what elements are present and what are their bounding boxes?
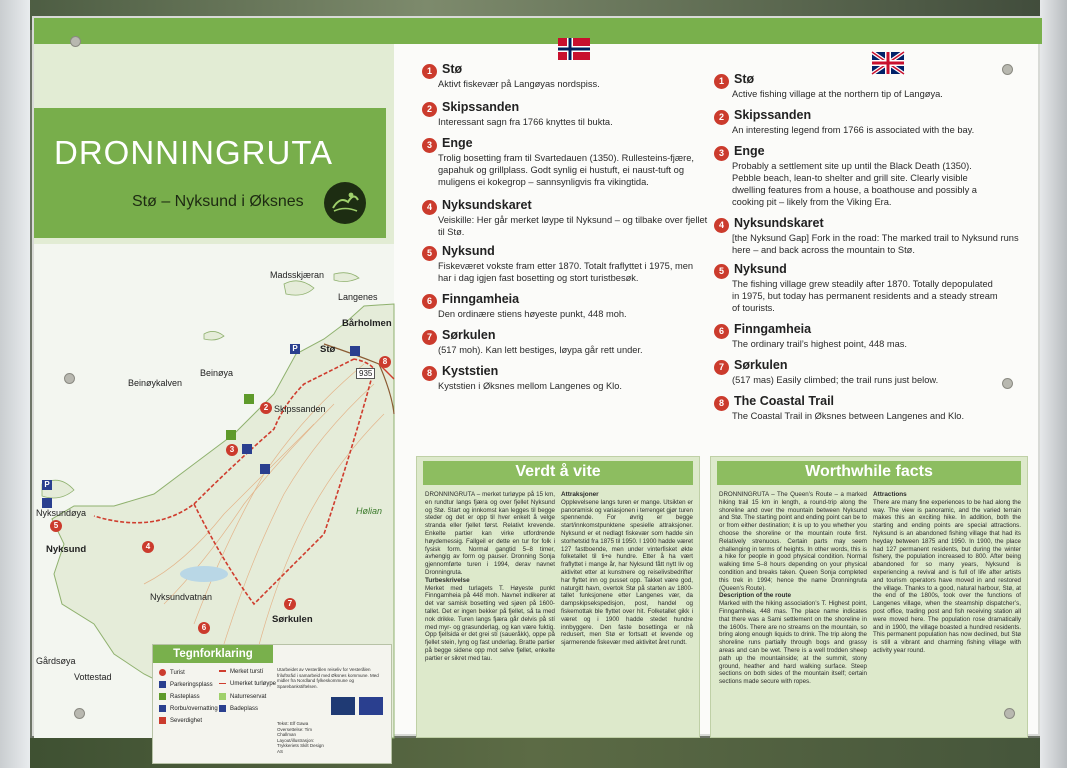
screw-icon xyxy=(1002,378,1013,389)
info-column xyxy=(561,491,693,647)
stop-title: Sørkulen xyxy=(442,328,496,342)
stop-title: Kyststien xyxy=(442,364,499,378)
legend-item xyxy=(159,717,202,724)
stop-description: (517 moh). Kan lett bestiges, løypa går rett under. xyxy=(438,345,643,355)
place-label: Madsskjæran xyxy=(270,270,325,280)
place-label: Beinøykalven xyxy=(128,378,183,388)
stop-title: Skipssanden xyxy=(442,100,520,114)
attraction-icon xyxy=(159,717,166,724)
start-icon xyxy=(159,669,166,676)
rest-area-icon xyxy=(244,394,254,404)
place-label: Nyksundøya xyxy=(36,508,87,518)
stop-number: 2 xyxy=(422,102,437,117)
info-paragraph: Merket med turlagets T. Høyeste punkt Finngamheia på 448 moh. Navnet indikerer at det var samisk bosetting ved sjøen på 1600-tallet. Det er ingen bekker på fjellet, så ta med nok drikke. Turen langs fjæra går delvis på stí med myr- og grasunderlag, og kan være fuktig. Opp fjellsida er det grei stí (saueråkk), oppe på fjellet stein, lyng og fast underlag. Bratte partier på begge sidene opp mot selve fjellet, enkelte partier er sikret med tau. xyxy=(425,584,555,662)
stop-description: An interesting legend from 1766 is associated with the bay. xyxy=(732,125,975,135)
norwegian-info-box xyxy=(416,456,700,738)
stop-description: The ordinary trail’s highest point, 448 mas. xyxy=(732,339,908,349)
stop-title: Nyksundskaret xyxy=(442,198,532,212)
map-marker-8: 8 xyxy=(379,356,391,368)
place-label: Stø xyxy=(320,344,336,355)
legend-label: Merket turstí xyxy=(230,669,264,675)
legend-label: Turist xyxy=(170,670,185,677)
screw-icon xyxy=(74,708,85,719)
info-paragraph: DRONNINGRUTA – merket turløype på 15 km, en rundtur langs fjæra og over fjellet Nyksund og Stø. Start og innkomst kan legges til begge steder og det er opp til hver enkelt å velge strandа eller fjellet først. Relativt krevende. Enkelte partier kan virke utfordrende høydemessig. Fallgeil er dette en tur for folk i fysisk form. Normal gangtid 5–8 timer, avhengig av form og pauser. Dronning Sonja gjennomførte turen i 1994, derav navnet Dronningruta. xyxy=(425,491,555,576)
stop-description: Active fishing village at the northern tip of Langøya. xyxy=(732,89,943,99)
place-label: Nyksund xyxy=(46,544,87,555)
map-marker-7: 7 xyxy=(284,598,296,610)
unmarked-trail-icon xyxy=(219,683,226,684)
stop-number: 1 xyxy=(714,74,729,89)
screw-icon xyxy=(70,36,81,47)
rest-area-icon xyxy=(159,693,166,700)
stop-description: Den ordinære stiens høyeste punkt, 448 moh. xyxy=(438,309,627,319)
nature-reserve-icon xyxy=(219,693,226,700)
map-marker-5: 5 xyxy=(50,520,62,532)
legend-item xyxy=(219,693,266,700)
map-legend xyxy=(152,644,392,764)
stop-title: The Coastal Trail xyxy=(734,394,835,408)
legend-item xyxy=(159,705,218,712)
attraction-icon xyxy=(242,444,252,454)
sign-title: DRONNINGRUTA xyxy=(54,134,334,171)
info-paragraph: Marked with the hiking association’s T. Highest point, Finngamheia, 448 mas. The place name indicates that there was a Sami settlement on the shoreline in the 1600s. There are no streams on the mountain, so bring along enough liquids to drink. The trip along the shoreline runs partially through bogs and grassy areas and can be wet. There is a well trodden sheep path up the mountainside; at the summit, stony ground, heather and hard walking surface. Steep sections on both sides of the mountain itself; certain sections made secure with ropes. xyxy=(719,600,867,686)
map-marker-4: 4 xyxy=(142,541,154,553)
legend-title: Tegnforklaring xyxy=(153,645,273,663)
stop-description: [the Nyksund Gap] Fork in the road: The marked trail to Nyksund runs here – and back across the mountain to Stø. xyxy=(732,233,1019,255)
stop-number: 6 xyxy=(714,324,729,339)
rest-area-icon xyxy=(226,430,236,440)
attraction-icon xyxy=(260,464,270,474)
stop-description: Veiskille: Her går merket løype til Nyksund – og tilbake over fjellet til Stø. xyxy=(438,215,708,237)
place-label: Sørkulen xyxy=(272,614,313,625)
stop-title: Enge xyxy=(734,144,765,158)
place-label: Hølian xyxy=(356,506,383,516)
info-paragraph: There are many fine experiences to be had along the way. The view is panoramic, and the varied terrain makes this an exciting hike. In addition, both the starting and ending points are special attractions. Nyksund is an abandoned fishing village that had its heyday between 1875 and 1950. In 1900, the place had 127 permanent residents, but during the winter fishery, the population increased to 800. After being abandoned for so many years, Nyksund is experiencing a revival and is full of life after artists and tourism operators have moved in and restored the village. Thanks to a good, natural harbour, Stø, at the end of the 1800s, took over the functions of Langenes village, when the steamship dispatcher’s, post office, trading post and fish receiving station all were moved here. The population rose dramatically and in 1900, the village boasted a hundred residents. This permanent population has now declined, but Stø is still a vibrant and charming fishing village with activity year round. xyxy=(873,498,1021,654)
stop-description: The fishing village grew steadily after 1870. Totally depopulated in 1975, but today has permanent residents and a steady stream of tourists. xyxy=(732,279,998,313)
legend-label: Severdighet xyxy=(170,718,203,725)
lodging-icon xyxy=(350,346,360,356)
place-label: Skipssanden xyxy=(274,404,326,414)
information-sign xyxy=(32,16,1040,754)
legend-item xyxy=(219,669,263,675)
place-label: Gårdsøya xyxy=(36,656,76,666)
legend-credits: Utarbeidet av Vesterålen reiseliv for Vesterålen friluftsråd i samarbeid med Øksnes kommune. Med midler fra Nordland fylkeskommune og Sparebankstiftelsen. xyxy=(277,667,379,689)
stop-number: 5 xyxy=(422,246,437,261)
stop-number: 4 xyxy=(422,200,437,215)
place-label: Bårholmen xyxy=(342,318,392,329)
stop-number: 3 xyxy=(714,146,729,161)
lodging-icon xyxy=(42,498,52,508)
info-box-title: Worthwhile facts xyxy=(805,463,933,480)
stop-title: Finngamheia xyxy=(442,292,520,306)
legend-item xyxy=(219,681,276,687)
stop-title: Finngamheia xyxy=(734,322,812,336)
legend-item xyxy=(159,681,213,688)
stop-number: 5 xyxy=(714,264,729,279)
norwegian-flag-icon xyxy=(558,38,590,60)
stop-title: Stø xyxy=(442,62,463,76)
stop-description: (517 mas) Easily climbed; the trail runs just below. xyxy=(732,375,939,385)
map-marker-3: 3 xyxy=(226,444,238,456)
info-paragraph: Opplevelsene langs turen er mange. Utsikten er panoramisk og variasjonen i terrenget gjør turen spennende. For øvrig er begge start/innkomstpunktene spesielle attraksjoner. Nyksund er et nedlagt fiskevær som hadde sin storhetstid fra 1875 til 1950. I 1900 hadde været 127 fastboende, men under vinterfisket økte folketallet til ti+e hundre. Etter å ha vært fraflyttet i mange år, har Nyksund fått nytt liv og aktivitet etter at kunstnere og reiselivsbedrifter har flyttet inn og pusset opp. Takket være god, naturgitt havn, overtok Stø på starten av 1800-tallet funksjonene etter Langenes vær, da dampskipsekspedisjon, post, handel og fiskemottak ble flyttet over hit. Folketallet gikk i været og i 1900 hadde stedet hundre innbyggere. Den faste bosettinga er nå redusert, men Stø er fortsatt et levende og sjarmerende fiskevær med aktivitet året rundt. xyxy=(561,498,693,647)
parking-icon: P xyxy=(290,344,300,354)
legend-item xyxy=(219,705,258,712)
info-box-title: Verdt å vite xyxy=(515,463,601,480)
stop-title: Sørkulen xyxy=(734,358,788,372)
stop-number: 3 xyxy=(422,138,437,153)
partner-logo-icon xyxy=(331,697,355,715)
info-column xyxy=(719,491,867,686)
stop-title: Nyksund xyxy=(734,262,787,276)
stop-description: Fiskeværet vokste fram etter 1870. Totalt fraflyttet i 1975, men har i dag igjen fast bosetting og stort turistbesøk. xyxy=(438,261,694,283)
stop-title: Stø xyxy=(734,72,755,86)
legend-label: Badeplass xyxy=(230,706,259,713)
stop-description: Interessant sagn fra 1766 knyttes til bukta. xyxy=(438,117,613,127)
road-number: 935 xyxy=(356,368,375,379)
legend-label: Rasteplass xyxy=(170,694,200,701)
map-marker-6: 6 xyxy=(198,622,210,634)
info-paragraph: DRONNINGRUTA – The Queen’s Route – a marked hiking trail 15 km in length, a round-trip along the shoreline and over the mountain between Nyksund and Stø. The starting point and ending point can be to or from either destination; it is up to you whether you choose the shoreline or the mountain route first. Relatively strenuous. Certain parts may seem challenging in terms of heights. In other words, this is a hike for people in good physical condition. Normal walking time 5–8 hours depending on your physical condition and breaks taken. Queen Sonja completed this trek in 1994; hence the name Dronningruta (Queen’s Route). xyxy=(719,491,867,592)
map-marker-2: 2 xyxy=(260,402,272,414)
stop-number: 1 xyxy=(422,64,437,79)
stop-title: Nyksund xyxy=(442,244,495,258)
marked-trail-icon xyxy=(219,670,226,672)
stop-number: 4 xyxy=(714,218,729,233)
sign-subtitle: Stø – Nyksund i Øksnes xyxy=(132,193,304,210)
stop-title: Nyksundskaret xyxy=(734,216,824,230)
stop-number: 6 xyxy=(422,294,437,309)
stop-number: 8 xyxy=(422,366,437,381)
legend-label: Rorbu/overnatting xyxy=(170,706,218,713)
stop-number: 7 xyxy=(422,330,437,345)
info-heading: Turbeskrivelse xyxy=(425,576,470,584)
stop-title: Skipssanden xyxy=(734,108,812,122)
screw-icon xyxy=(1004,708,1015,719)
stop-number: 8 xyxy=(714,396,729,411)
info-heading: Description of the route xyxy=(719,592,792,600)
legend-credits-text: Tekst: Elf Gawa Oversettelse: Tim Challman Layout/illustrasjon: Trykkeriets Skilt Design AS xyxy=(277,721,324,754)
top-band xyxy=(34,18,1042,44)
legend-item xyxy=(159,669,185,676)
stop-description: Probably a settlement site up until the Black Death (1350). Pebble beach, lean-to shelter and grill site. Clearly visible dwelling features from a house, a boathouse and possibly a cooking pit – likely from the Viking Era. xyxy=(732,161,977,207)
partner-logo-icon xyxy=(359,697,383,715)
place-label: Vottestad xyxy=(74,672,112,682)
sign-post-left xyxy=(0,0,30,768)
stop-title: Enge xyxy=(442,136,473,150)
info-heading: Attraksjoner xyxy=(561,491,599,498)
title-panel xyxy=(34,108,386,238)
info-column xyxy=(873,491,1021,655)
stop-description: Trolig bosetting fram til Svartedauen (1350). Rullesteins-fjære, gapahuk og grillplass. Godt synlig ei hustuft, ei naust-tuft og muligens ei kokegrop – sannsynligvis fra vikingtida. xyxy=(438,153,694,187)
stop-number: 7 xyxy=(714,360,729,375)
parking-icon: P xyxy=(42,480,52,490)
place-label: Nyksundvatnan xyxy=(150,592,213,602)
screw-icon xyxy=(64,373,75,384)
legend-item xyxy=(159,693,200,700)
uk-flag-icon xyxy=(872,52,904,74)
map-panel xyxy=(34,44,394,754)
stop-number: 2 xyxy=(714,110,729,125)
lodging-icon xyxy=(159,705,166,712)
info-heading: Attractions xyxy=(873,491,907,498)
screw-icon xyxy=(1002,64,1013,75)
stop-description: Aktivt fiskevær på Langøyas nordspiss. xyxy=(438,79,600,89)
beach-icon xyxy=(219,705,226,712)
sign-post-right xyxy=(1040,0,1067,768)
stop-description: The Coastal Trail in Øksnes between Langenes and Klo. xyxy=(732,411,965,421)
legend-label: Naturreservat xyxy=(230,694,267,701)
legend-label: Parkeringsplass xyxy=(170,682,213,689)
trail-logo-icon xyxy=(324,182,366,224)
parking-icon xyxy=(159,681,166,688)
english-info-box xyxy=(710,456,1028,738)
legend-label: Umerket turløype xyxy=(230,681,277,687)
info-column xyxy=(425,491,555,663)
place-label: Beinøya xyxy=(200,368,234,378)
stop-description: Kyststien i Øksnes mellom Langenes og Klo. xyxy=(438,381,622,391)
place-label: Langenes xyxy=(338,292,378,302)
